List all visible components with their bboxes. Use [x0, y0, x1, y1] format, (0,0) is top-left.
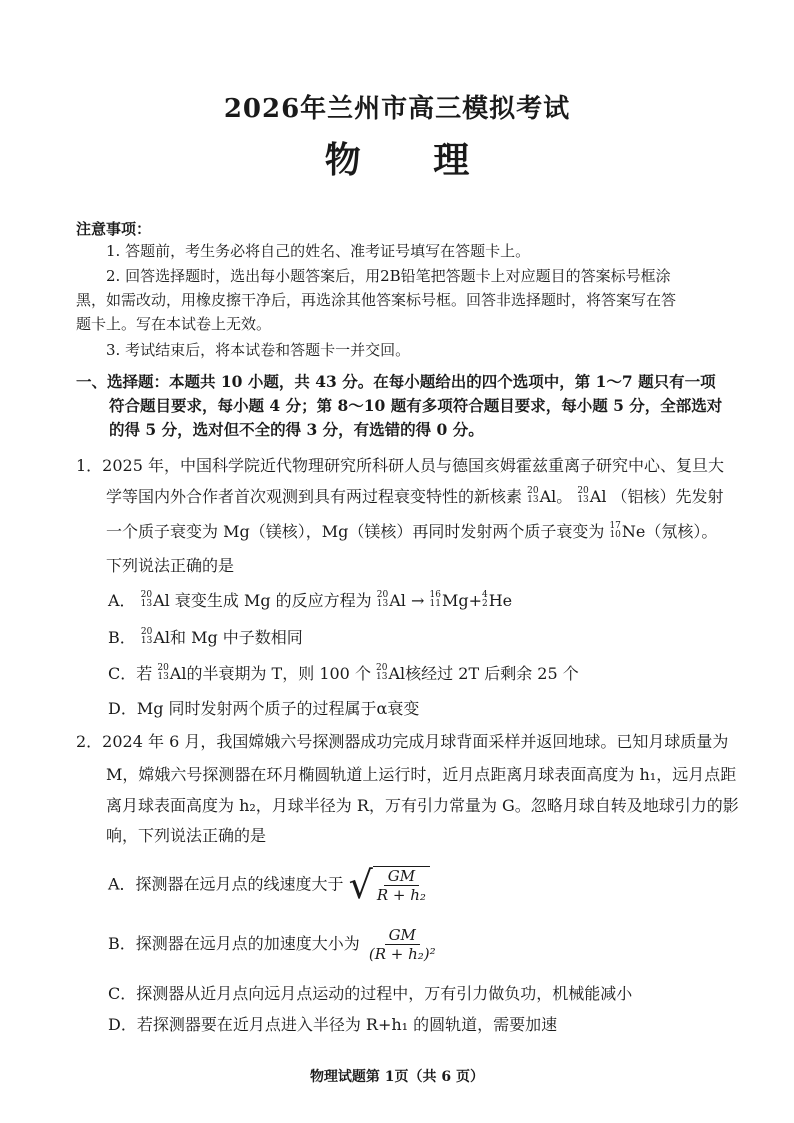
section-heading-line-1: 一、选择题：本题共 10 小题，共 43 分。在每小题给出的四个选项中，第 1～7 题只有一项 [76, 372, 716, 391]
question-2-line-2: M，嫦娥六号探测器在环月椭圆轨道上运行时，近月点距离月球表面高度为 h₁，远月点距 [106, 765, 737, 784]
text-segment: 的半衰期为 T，则 100 个 [186, 664, 371, 683]
nuclide-al [377, 591, 406, 611]
question-2-line-1: 2．2024 年 6 月，我国嫦娥六号探测器成功完成月球背面采样并返回地球。已知月球质量为 [76, 732, 729, 751]
element-symbol: Mg [441, 591, 469, 610]
mass-number: 16 [429, 589, 441, 600]
note-item-2-line-2: 黑，如需改动，用橡皮擦干净后，再选涂其他答案标号框。回答非选择题时，将答案写在答 [76, 291, 677, 309]
section-heading-line-2: 符合题目要求，每小题 4 分；第 8～10 题有多项符合题目要求，每小题 5 分，全部选对 [109, 396, 723, 415]
nuclide-al [141, 591, 170, 611]
question-1-option-c[interactable] [108, 661, 579, 684]
text-segment: 和 Mg 中子数相同 [169, 628, 303, 647]
notes-heading: 注意事项： [76, 220, 152, 238]
text-segment: 学等国内外合作者首次观测到具有两过程衰变特性的新核素 [106, 487, 523, 506]
note-item-2-line-1: 2. 回答选择题时，选出每小题答案后，用2B铅笔把答题卡上对应题目的答案标号框涂 [106, 267, 671, 285]
nuclide-al [141, 628, 170, 648]
element-symbol: Al [169, 664, 187, 683]
question-2-option-b[interactable] [108, 926, 440, 963]
nuclide-he [482, 591, 512, 611]
fraction-numerator: GM [385, 926, 420, 945]
nuclide-ne [609, 522, 645, 542]
option-label: C．若 [108, 664, 153, 683]
text-segment: B．探测器在远月点的加速度大小为 [108, 934, 360, 953]
element-symbol: Al [539, 487, 557, 506]
question-1-option-b[interactable] [108, 625, 303, 648]
mass-number: 20 [157, 662, 169, 673]
exam-title: 2026年兰州市高三模拟考试 [223, 94, 571, 124]
question-2-line-4: 响，下列说法正确的是 [106, 826, 267, 845]
atomic-number: 10 [609, 529, 621, 540]
atomic-number: 2 [481, 598, 488, 609]
mass-number: 20 [527, 485, 539, 496]
square-root-expression [348, 863, 430, 907]
question-2-option-c[interactable]: C．探测器从近月点向远月点运动的过程中，万有引力做负功，机械能减小 [108, 984, 633, 1003]
note-item-1: 1. 答题前，考生务必将自己的姓名、准考证号填写在答题卡上。 [106, 242, 531, 260]
fraction-denominator: (R + h₂)² [368, 945, 436, 963]
text-segment: 衰变生成 Mg 的反应方程为 [174, 591, 372, 610]
element-symbol: Al [589, 487, 607, 506]
question-2-option-a[interactable] [108, 863, 430, 907]
element-symbol: Ne [621, 522, 646, 541]
element-symbol: Al [153, 628, 170, 647]
nuclide-al [577, 487, 606, 507]
option-label: B． [108, 628, 136, 647]
element-symbol: Al [153, 591, 170, 610]
plus-symbol: + [468, 591, 482, 610]
nuclide-mg [430, 591, 469, 611]
atomic-number: 13 [577, 494, 589, 505]
fraction [365, 926, 440, 963]
text-segment: A．探测器在远月点的线速度大于 [108, 874, 344, 894]
text-segment: （铝核）先发射 [611, 487, 724, 506]
question-1-option-d[interactable]: D．Mg 同时发射两个质子的过程属于α衰变 [108, 699, 420, 718]
question-1-line-1: 1．2025 年，中国科学院近代物理研究所科研人员与德国亥姆霍兹重离子研究中心、复旦大 [76, 456, 724, 475]
question-1-line-3 [106, 519, 717, 542]
arrow-symbol: → [411, 591, 425, 610]
question-1-option-a[interactable] [108, 588, 512, 611]
radical-sign: √ [348, 863, 373, 907]
fraction-denominator: R + h₂ [376, 886, 426, 904]
section-heading-line-3: 的得 5 分，选对但不全的得 3 分，有选错的得 0 分。 [109, 420, 484, 439]
question-2-option-d[interactable]: D．若探测器要在近月点进入半径为 R+h₁ 的圆轨道，需要加速 [108, 1015, 558, 1034]
mass-number: 4 [481, 589, 488, 600]
atomic-number: 13 [376, 598, 389, 609]
atomic-number: 11 [429, 598, 441, 609]
nuclide-al [157, 664, 186, 684]
page-footer: 物理试题第 1页（共 6 页） [309, 1069, 485, 1085]
element-symbol: Al [389, 591, 406, 610]
fraction-numerator: GM [384, 867, 419, 886]
element-symbol: Al [388, 664, 406, 683]
mass-number: 20 [577, 485, 589, 496]
question-1-line-2: 学等国内外合作者首次观测到具有两过程衰变特性的新核素 20 13 Al。 20 13 Al （铝核）先发射 [106, 485, 724, 506]
question-2-line-3: 离月球表面高度为 h₂，月球半径为 R，万有引力常量为 G。忽略月球自转及地球引力的影 [106, 796, 739, 815]
atomic-number: 13 [157, 671, 169, 682]
atomic-number: 13 [140, 635, 153, 646]
fraction [373, 867, 430, 904]
atomic-number: 13 [140, 598, 153, 609]
text-segment: （氖核）。 [645, 522, 718, 541]
note-item-3: 3. 考试结束后，将本试卷和答题卡一并交回。 [106, 341, 411, 359]
text-segment: 核经过 2T 后剩余 25 个 [405, 664, 579, 683]
question-1-line-4: 下列说法正确的是 [106, 556, 235, 575]
nuclide-al [527, 487, 556, 507]
mass-number: 20 [140, 589, 153, 600]
option-label: A． [108, 591, 136, 610]
text-segment: 一个质子衰变为 Mg（镁核），Mg（镁核）再同时发射两个质子衰变为 [106, 522, 605, 541]
subject-title: 物 理 [324, 139, 500, 181]
mass-number: 17 [609, 520, 621, 531]
atomic-number: 13 [376, 671, 388, 682]
element-symbol: He [488, 591, 513, 610]
mass-number: 20 [140, 626, 153, 637]
atomic-number: 13 [527, 494, 539, 505]
note-item-2-line-3: 题卡上。写在本试卷上无效。 [76, 315, 272, 333]
mass-number: 20 [376, 589, 389, 600]
nuclide-al [376, 664, 405, 684]
mass-number: 20 [376, 662, 388, 673]
